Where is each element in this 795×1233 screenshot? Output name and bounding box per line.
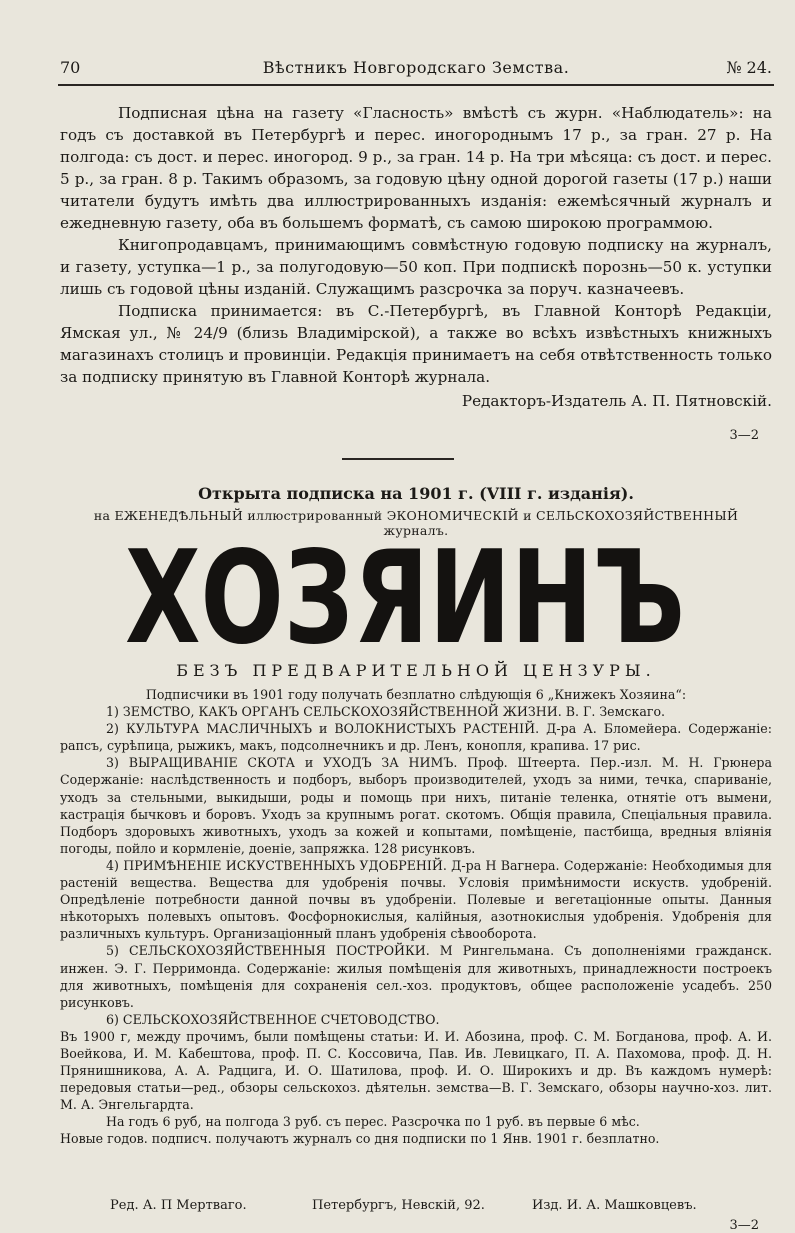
booksellers-paragraph: Книгопродавцамъ, принимающимъ совмѣстную годовую подписку на журналъ, и газету, уступка—1 р., за полугодовую—50 коп. При подпискѣ порознь—50 к. уступки лишь съ годовой цѣны изданій. Служащимъ разсрочка за поруч. казначеевъ.	[60, 236, 772, 298]
price-line: На годъ 6 руб, на полгода 3 руб. съ перес. Разсрочка по 1 руб. въ первые 6 мѣс.	[106, 1114, 640, 1130]
new-subscribers-line: Новые годов. подписч. получаютъ журналъ со дня подписки по 1 Янв. 1901 г. безплатно.	[60, 1131, 660, 1147]
editor-signature: Редакторъ-Издатель А. П. Пятновскій.	[461, 392, 772, 410]
book-item-2: 2) КУЛЬТУРА МАСЛИЧНЫХЪ и ВОЛОКНИСТЫХЪ РАСТЕНІЙ. Д-ра А. Бломейера. Содержаніе: рапсъ, сурѣпица, рыжикъ, макъ, подсолнечникъ и др. Ленъ, конопля, крапива. 17 рис.	[60, 721, 772, 754]
subscription-price-paragraph: Подписная цѣна на газету «Гласность» вмѣстѣ съ журн. «Наблюдатель»: на годъ съ доставкой въ Петербургѣ и перес. иногороднымъ 17 р., за гран. 27 р. На полгода: съ дост. и перес. иногород. 9 р., за гран. 14 р. На три мѣсяца: съ дост. и перес. 5 р., за гран. 8 р. Такимъ образомъ, за годовую цѣну одной дорогой газеты (17 р.) наши читатели будутъ имѣть два иллюстрированныхъ изданія: ежемѣсячный журналъ и ежедневную газету, оба въ большемъ форматѣ, съ самою широкою программою.	[60, 104, 772, 232]
logo-text: ХОЗЯИНЪ	[125, 528, 685, 656]
gazeta-notice	[60, 102, 772, 412]
subscription-heading: Открыта подписка на 1901 г. (VIII г. изданія).	[198, 484, 634, 503]
journal-description: на ЕЖЕНЕДѢЛЬНЫЙ иллюстрированный ЭКОНОМИЧЕСКІЙ и СЕЛЬСКОХОЗЯЙСТВЕННЫЙ журналъ.	[93, 508, 739, 538]
book-item-3: 3) ВЫРАЩИВАНІЕ СКОТА и УХОДЪ ЗА НИМЪ. Проф. Штеерта. Пер.-изл. М. Н. Грюнера Содержаніе: наслѣдственность и подборъ, выборъ производителей, уходъ за ними, течка, спариваніе, уходъ за стельными, выкидыши, роды и помощь при нихъ, питаніе теленка, отнятіе отъ вымени, кастрація бычковъ и боровъ. Уходъ за крупнымъ рогат. скотомъ. Общія правила, Спеціальныя правила. Подборъ здоровыхъ животныхъ, уходъ за кожей и копытами, помѣщеніе, пастбища, вредныя вліянія погоды, пойло и кормленіе, доеніе, запряжка. 128 рисунковъ.	[60, 755, 772, 856]
repeat-mark: 3—2	[729, 428, 759, 443]
free-books-intro: Подписчики въ 1901 году получать безплатно слѣдующія 6 „Книжекъ Хозяина“:	[145, 687, 687, 702]
book-item-6: 6) СЕЛЬСКОХОЗЯЙСТВЕННОЕ СЧЕТОВОДСТВО.	[106, 1011, 440, 1027]
address-imprint: Петербургъ, Невскій, 92.	[312, 1198, 485, 1213]
header-rule	[58, 84, 774, 86]
editor-imprint: Ред. А. П Мертваго.	[110, 1198, 247, 1213]
publisher-imprint: Изд. И. А. Машковцевъ.	[532, 1198, 697, 1213]
repeat-mark-bottom: 3—2	[729, 1218, 759, 1233]
book-item-5: 5) СЕЛЬСКОХОЗЯЙСТВЕННЫЯ ПОСТРОЙКИ. М Рингельмана. Съ дополненіями гражданск. инжен. Э. Г. Перримонда. Содержаніе: жилыя помѣщенія для животныхъ, принадлежности построекъ для животныхъ, помѣщенія для сохраненія сел.-хоз. продуктовъ, общее расположеніе усадебъ. 250 рисунковъ.	[60, 943, 772, 1010]
authors-paragraph: Въ 1900 г, между прочимъ, были помѣщены статьи: И. И. Абозина, проф. С. М. Богданова, проф. А. И. Воейкова, И. М. Кабештова, проф. П. С. Коссовича, Пав. Ив. Левицкаго, П. А. Пахомова, проф. Д. Н. Прянишникова, А. А. Радцига, И. О. Шатилова, проф. И. О. Широкихъ и др. Въ каждомъ нумерѣ: передовыя статьи—ред., обзоры сельскохоз. дѣятельн. земства—В. Г. Земскаго, обзоры научно-хоз. лит. М. А. Энгельгардта.	[60, 1028, 772, 1113]
journal-title: Вѣстникъ Новгородскаго Земства.	[262, 58, 570, 77]
section-divider	[342, 458, 454, 460]
censorship-tagline: БЕЗЪ ПРЕДВАРИТЕЛЬНОЙ ЦЕНЗУРЫ.	[176, 661, 656, 680]
subscription-offices-paragraph: Подписка принимается: въ С.-Петербургѣ, въ Главной Конторѣ Редакціи, Ямская ул., № 24/9 (близь Владимірской), а также во всѣхъ извѣстныхъ книжныхъ магазинахъ столицъ и провинціи. Редакція принимаетъ на себя отвѣтственность только за подписку принятую въ Главной Конторѣ журнала.	[60, 302, 772, 386]
khozyain-logo	[118, 528, 693, 656]
book-item-4: 4) ПРИМѢНЕНІЕ ИСКУСТВЕННЫХЪ УДОБРЕНІЙ. Д-ра Н Вагнера. Содержаніе: Необходимыя для растеній вещества. Вещества для удобренія почвы. Условія примѣнимости искуств. удобреній. Опредѣленіе потребности данной почвы въ удобреніи. Полевые и вегетаціонные опыты. Данныя нѣкоторыхъ полевыхъ опытовъ. Фосфорнокислыя, калійныя, азотнокислыя удобренія. Удобренія для различныхъ культуръ. Организаціонный планъ удобренія сѣвооборота.	[60, 857, 772, 942]
issue-number: № 24.	[726, 58, 772, 77]
book-item-1: 1) ЗЕМСТВО, КАКЪ ОРГАНЪ СЕЛЬСКОХОЗЯЙСТВЕННОЙ ЖИЗНИ. В. Г. Земскаго.	[106, 704, 666, 720]
page-header	[60, 58, 772, 80]
page-number: 70	[60, 58, 81, 77]
khozyain-details	[60, 686, 772, 1148]
